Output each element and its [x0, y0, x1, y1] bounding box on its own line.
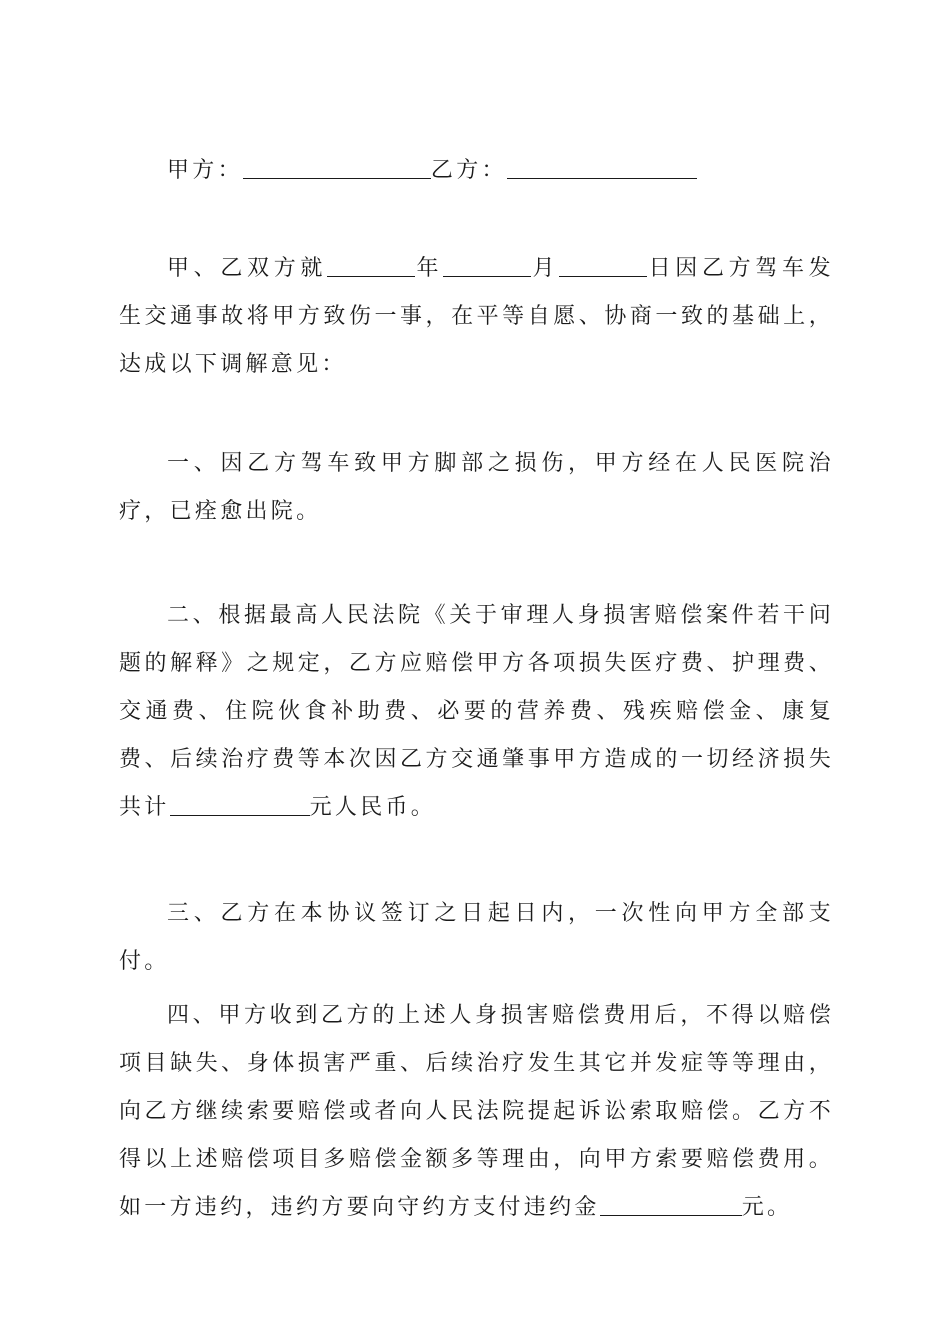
clause-4-paragraph	[119, 992, 834, 1232]
intro-text-end: 日因乙方驾车发生交通事故将甲方致伤一事，在平等自愿、协商一致的基础上，达成以下调解意见：	[119, 256, 834, 377]
parties-line	[119, 147, 834, 195]
month-label: 月	[531, 256, 560, 281]
year-blank	[327, 250, 415, 277]
party-b-label: 乙方：	[430, 158, 507, 183]
party-b-blank	[507, 152, 697, 179]
party-a-blank	[243, 152, 431, 179]
party-a-label: 甲方：	[167, 158, 243, 183]
day-blank	[559, 250, 647, 277]
clause-4-currency: 元。	[741, 1195, 793, 1220]
year-label: 年	[415, 256, 444, 281]
clause-2-text: 二、根据最高人民法院《关于审理人身损害赔偿案件若干问题的解释》之规定，乙方应赔偿甲方各项损失医疗费、护理费、交通费、住院伙食补助费、必要的营养费、残疾赔偿金、康复费、后续治疗费等本次因乙方交通肇事甲方造成的一切经济损失共计	[119, 603, 834, 820]
intro-text-start: 甲、乙双方就	[167, 256, 328, 281]
clause-1-paragraph: 一、因乙方驾车致甲方脚部之损伤，甲方经在人民医院治疗，已痊愈出院。	[119, 451, 834, 524]
clause-2-paragraph	[119, 592, 834, 832]
clause-4-text: 四、甲方收到乙方的上述人身损害赔偿费用后，不得以赔偿项目缺失、身体损害严重、后续治疗发生其它并发症等等理由，向乙方继续索要赔偿或者向人民法院提起诉讼索取赔偿。乙方不得以上述赔偿项目多赔偿金额多等理由，向甲方索要赔偿费用。如一方违约，违约方要向守约方支付违约金	[119, 1003, 834, 1220]
month-blank	[443, 250, 531, 277]
penalty-amount-blank	[600, 1189, 742, 1216]
compensation-amount-blank	[170, 789, 310, 816]
clause-3-paragraph: 三、乙方在本协议签订之日起日内，一次性向甲方全部支付。	[119, 901, 834, 974]
intro-paragraph	[119, 245, 834, 389]
clause-2-currency: 元人民币。	[309, 795, 437, 820]
